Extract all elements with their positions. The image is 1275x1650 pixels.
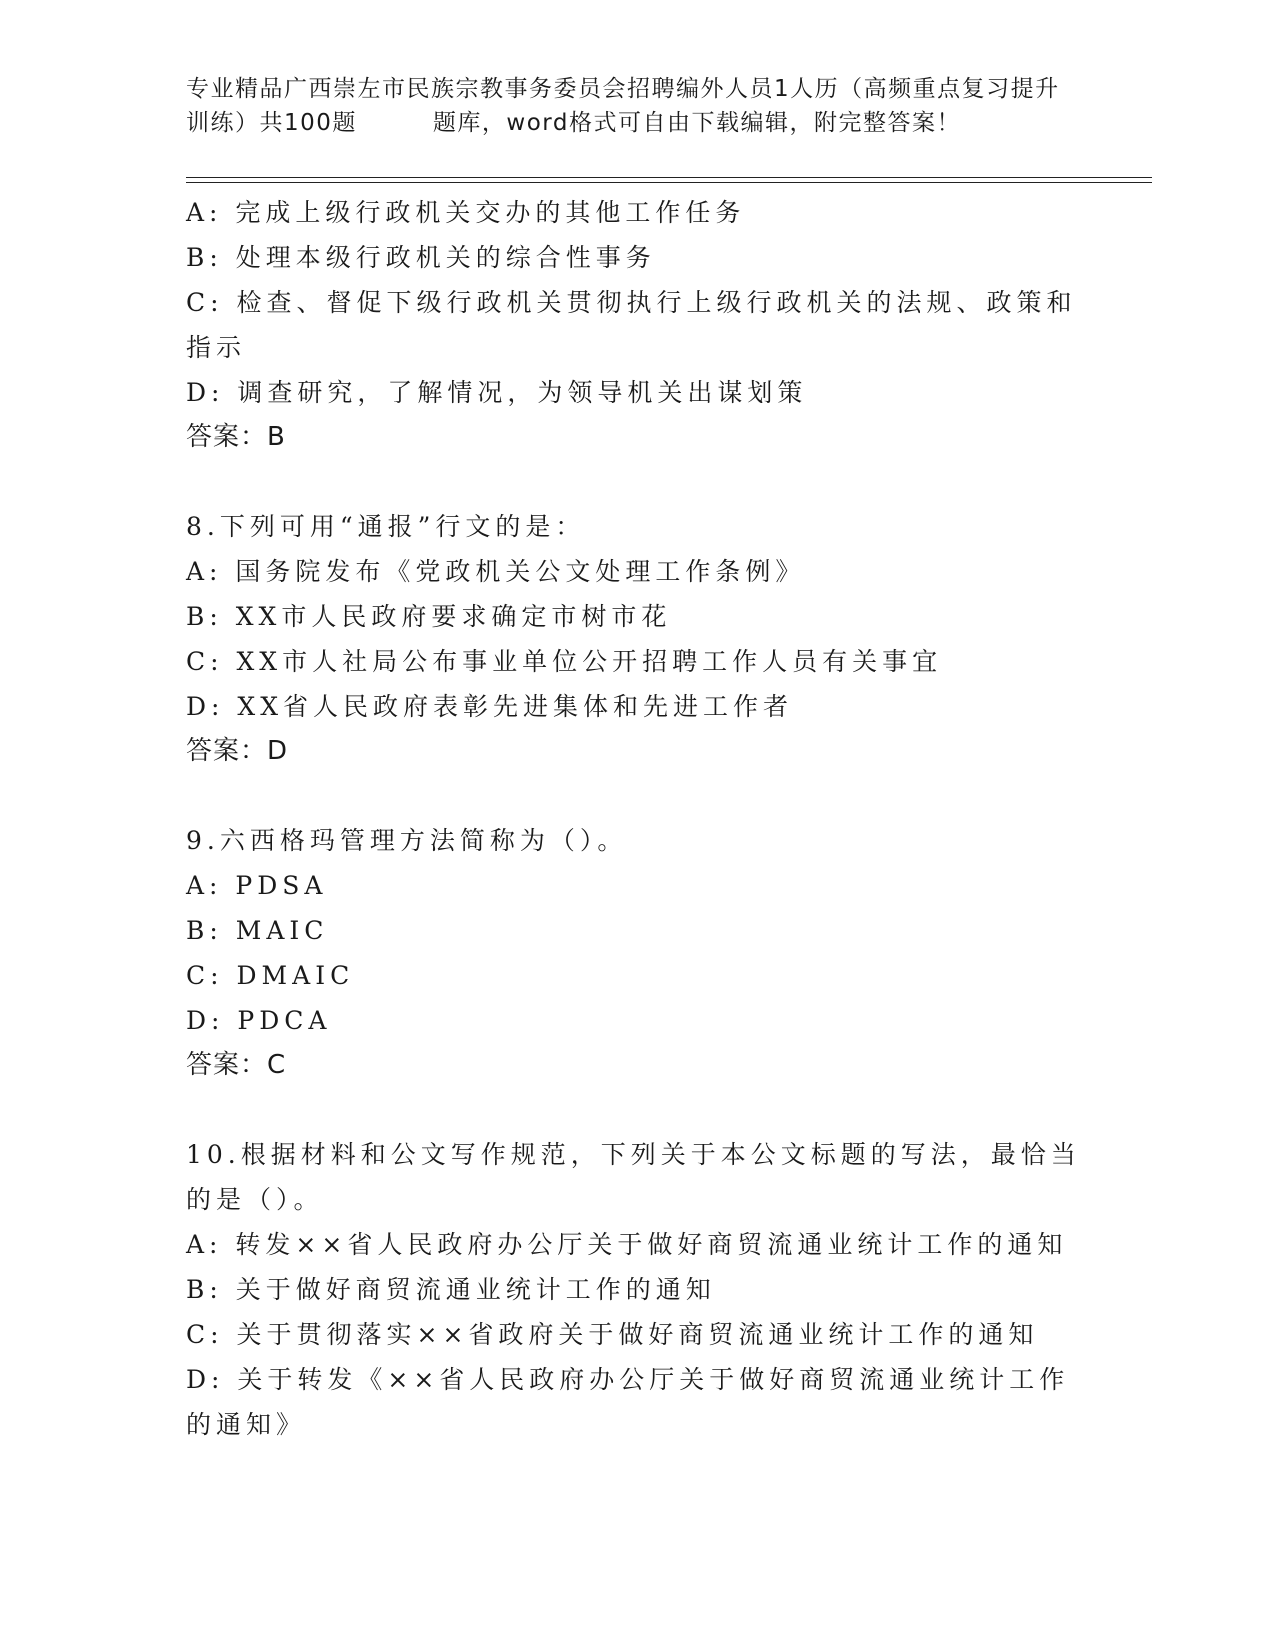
header-title-line2-right: 题库，word格式可自由下载编辑，附完整答案！ <box>432 110 961 136</box>
document-header <box>186 72 1086 140</box>
question-7-option-d: D: 调查研究，了解情况，为领导机关出谋划策 <box>186 378 808 407</box>
question-9-answer: 答案：C <box>186 1050 287 1080</box>
question-8-title: 8.下列可用“通报”行文的是： <box>186 512 586 541</box>
question-10-option-b: B: 关于做好商贸流通业统计工作的通知 <box>186 1275 716 1304</box>
header-divider-top <box>186 177 1152 178</box>
question-9-block <box>186 818 1086 1088</box>
question-7-block <box>186 190 1086 460</box>
question-7-answer: 答案：B <box>186 422 286 452</box>
question-9-title: 9.六西格玛管理方法简称为（）。 <box>186 826 628 855</box>
question-10-title: 10.根据材料和公文写作规范，下列关于本公文标题的写法，最恰当的是（）。 <box>186 1140 1081 1214</box>
question-content <box>186 190 1086 1447</box>
question-9-option-c: C: DMAIC <box>186 961 355 990</box>
question-10-block <box>186 1132 1086 1447</box>
question-8-option-c: C: XX市人社局公布事业单位公开招聘工作人员有关事宜 <box>186 647 943 676</box>
question-8-block <box>186 504 1086 774</box>
question-8-option-a: A: 国务院发布《党政机关公文处理工作条例》 <box>186 557 806 586</box>
header-title-line2 <box>186 106 1086 140</box>
question-9-option-a: A: PDSA <box>186 871 328 900</box>
question-9-option-d: D: PDCA <box>186 1006 332 1035</box>
question-7-option-c: C: 检查、督促下级行政机关贯彻执行上级行政机关的法规、政策和指示 <box>186 288 1077 362</box>
question-9-option-b: B: MAIC <box>186 916 329 945</box>
header-title-line2-left: 训练）共100题 <box>186 110 357 136</box>
question-10-option-a: A: 转发××省人民政府办公厅关于做好商贸流通业统计工作的通知 <box>186 1230 1068 1259</box>
question-7-option-b: B: 处理本级行政机关的综合性事务 <box>186 243 656 272</box>
question-10-option-d: D: 关于转发《××省人民政府办公厅关于做好商贸流通业统计工作的通知》 <box>186 1365 1070 1439</box>
question-10-option-c: C: 关于贯彻落实××省政府关于做好商贸流通业统计工作的通知 <box>186 1320 1039 1349</box>
question-8-option-b: B: XX市人民政府要求确定市树市花 <box>186 602 672 631</box>
question-7-option-a: A: 完成上级行政机关交办的其他工作任务 <box>186 198 746 227</box>
header-title-line1: 专业精品广西崇左市民族宗教事务委员会招聘编外人员1人历（高频重点复习提升 <box>186 76 1060 102</box>
question-8-answer: 答案：D <box>186 736 289 766</box>
question-8-option-d: D: XX省人民政府表彰先进集体和先进工作者 <box>186 692 794 721</box>
header-divider-bottom <box>186 182 1152 183</box>
